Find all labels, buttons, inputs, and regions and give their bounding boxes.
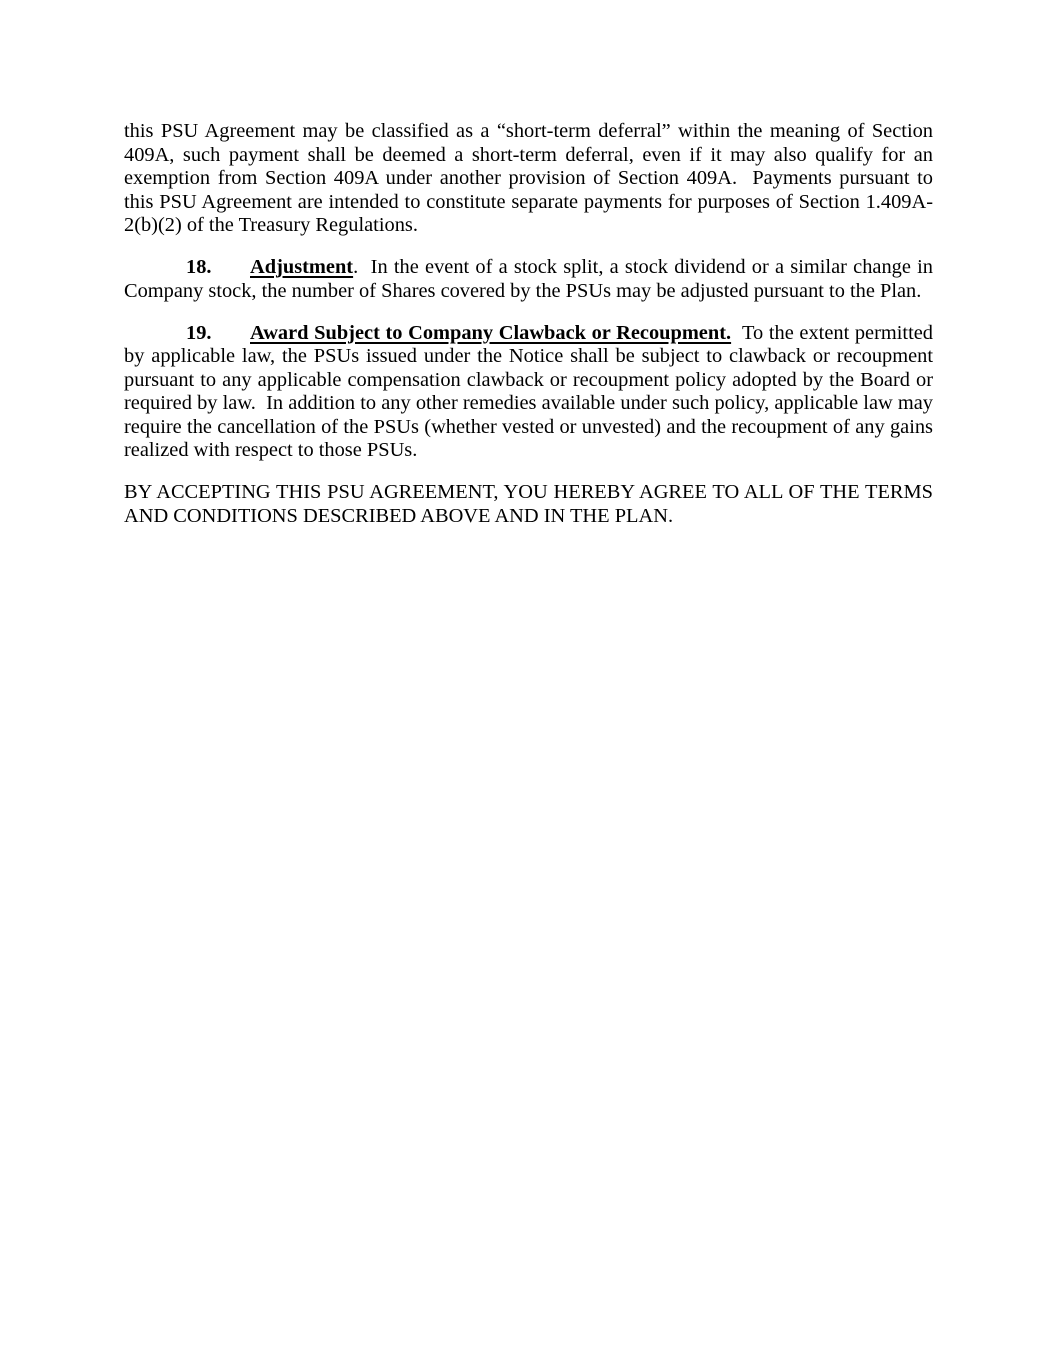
paragraph-section-18	[124, 256, 939, 303]
paragraph-acceptance-statement	[124, 481, 937, 528]
section-19-heading: Award Subject to Company Clawback or Recoupment.	[250, 321, 732, 344]
section-19-number: 19.	[186, 321, 212, 344]
paragraph-section409a-text: this PSU Agreement may be classified as a “short-term deferral” within the meaning of Section 409A, such payment shall be deemed a short-term deferral, even if it may also qualify for an exemption from Section 409A under another provision of Section 409A. Payments pursuant to this PSU Agreement are intended to constitute separate payments for purposes of Section 1.409A-2(b)(2) of the Treasury Regulations.	[124, 120, 939, 236]
section-19-body: To the extent permitted by applicable law, the PSUs issued under the Notice shall be subject to clawback or recoupment pursuant to any applicable compensation clawback or recoupment policy adopted by the Board or required by law. In addition to any other remedies available under such policy, applicable law may require the cancellation of the PSUs (whether vested or unvested) and the recoupment of any gains realized with respect to those PSUs.	[124, 321, 939, 461]
paragraph-section409a-continuation	[124, 120, 939, 238]
paragraph-section-19	[124, 321, 939, 463]
section-18-number: 18.	[186, 256, 212, 278]
section-18-heading: Adjustment	[250, 256, 354, 278]
acceptance-statement-text: BY ACCEPTING THIS PSU AGREEMENT, YOU HEREBY AGREE TO ALL OF THE TERMS AND CONDITIONS DESCRIBED ABOVE AND IN THE PLAN.	[124, 481, 937, 527]
section-18-body: . In the event of a stock split, a stock dividend or a similar change in Company stock, the number of Shares covered by the PSUs may be adjusted pursuant to the Plan.	[124, 256, 939, 302]
